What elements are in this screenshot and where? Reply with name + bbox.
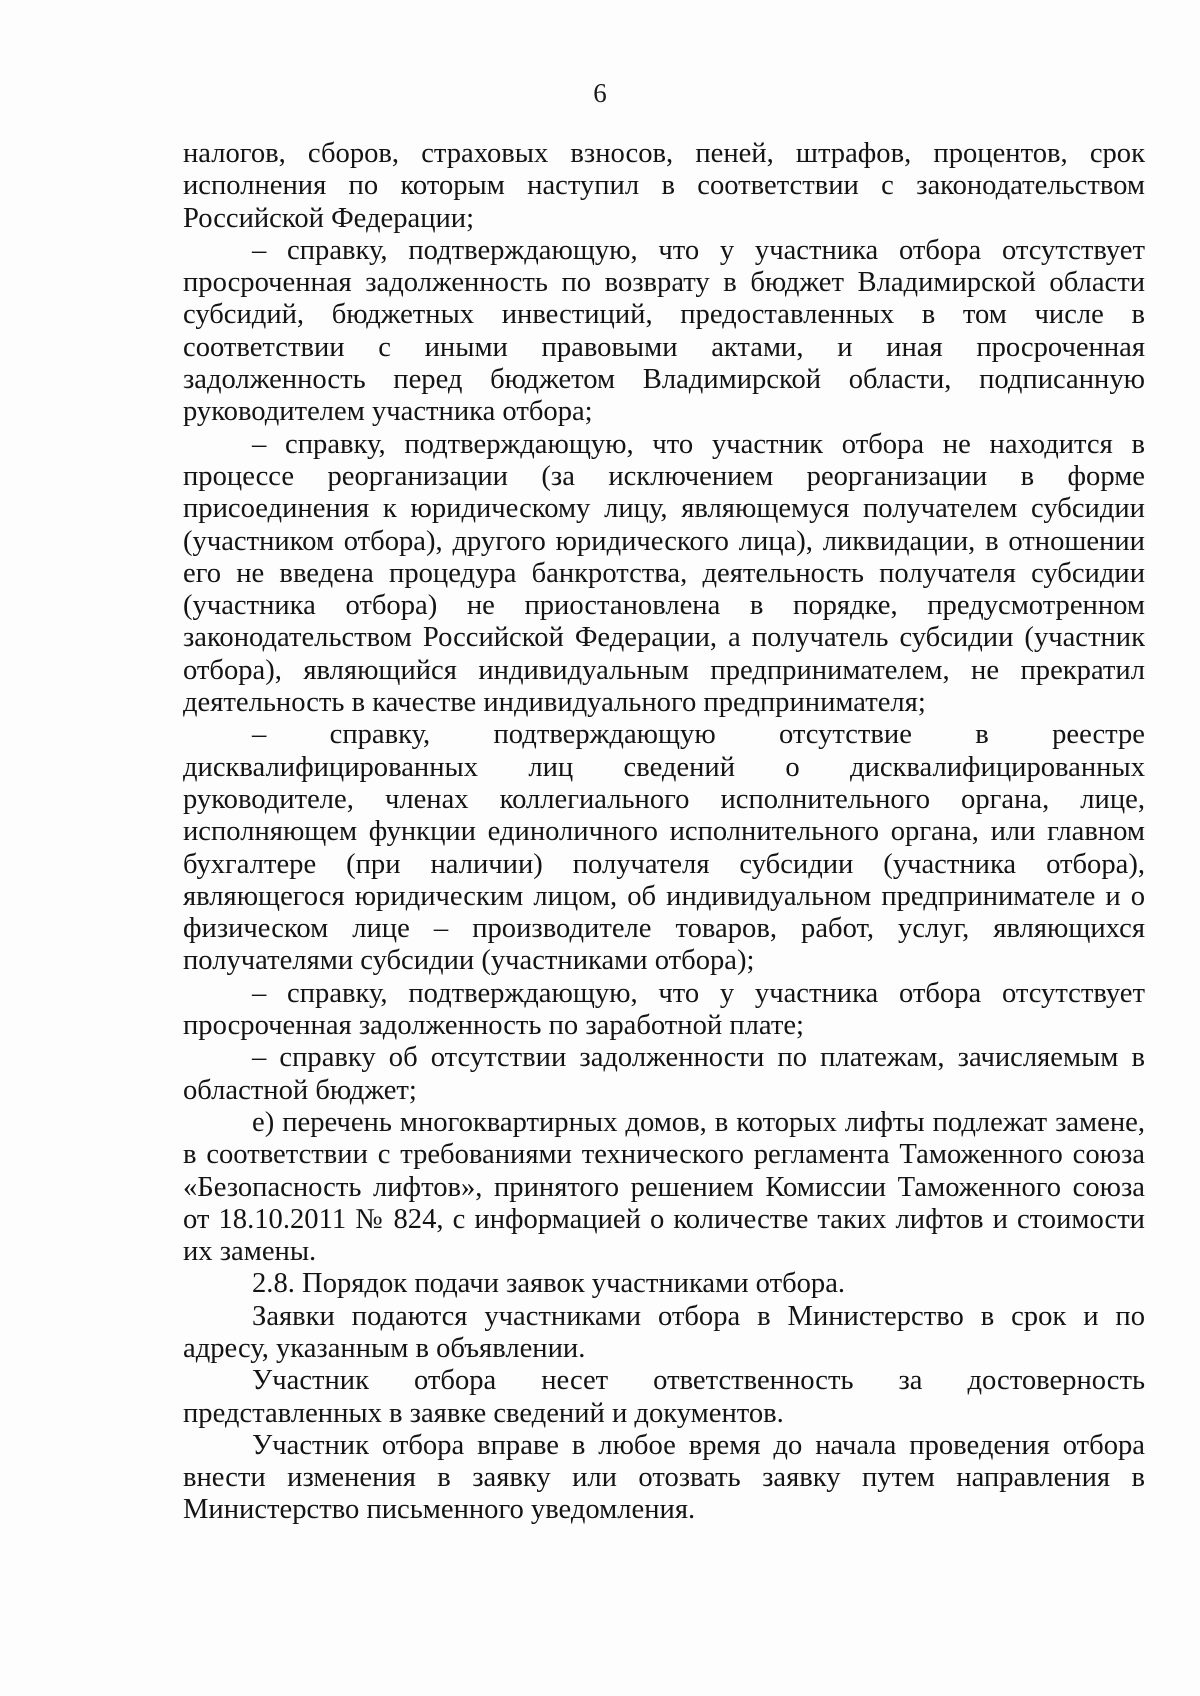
paragraph-disqualified-persons-certificate: – справку, подтверждающую отсутствие в реестре дисквалифицированных лиц сведений о дисквалифицированных руководителе, членах коллегиального исполнительного органа, лице, исполняющем функции единоличного исполнительного органа, или главном бухгалтере (при наличии) получателя субсидии (участника отбора), являющегося юридическим лицом, об индивидуальном предпринимателе и о физическом лице – производителе товаров, работ, услуг, являющихся получателями субсидии (участниками отбора); [183,719,1145,977]
paragraph-changes-withdrawal: Участник отбора вправе в любое время до начала проведения отбора внести изменения в заявку или отозвать заявку путем направления в Министерство письменного уведомления. [183,1429,1145,1526]
paragraph-reorganization-certificate: – справку, подтверждающую, что участник отбора не находится в процессе реорганизации (за исключением реорганизации в форме присоединения к юридическому лицу, являющемуся получателем субсидии (участником отбора), другого юридического лица), ликвидации, в отношении его не введена процедура банкротства, деятельность получателя субсидии (участника отбора) не приостановлена в порядке, предусмотренном законодательством Российской Федерации, а получатель субсидии (участник отбора), являющийся индивидуальным предпринимателем, не прекратил деятельность в качестве индивидуального предпринимателя; [183,428,1145,719]
paragraph-salary-debt-certificate: – справку, подтверждающую, что у участника отбора отсутствует просроченная задолженность по заработной плате; [183,977,1145,1042]
paragraph-payments-debt-certificate: – справку об отсутствии задолженности по платежам, зачисляемым в областной бюджет; [183,1042,1145,1106]
paragraph-debt-certificate: – справку, подтверждающую, что у участника отбора отсутствует просроченная задолженность по возврату в бюджет Владимирской области субсидий, бюджетных инвестиций, предоставленных в том числе в соответствии с иными правовыми актами, и иная просроченная задолженность перед бюджетом Владимирской области, подписанную руководителем участника отбора; [183,234,1145,428]
paragraph-continuation: налогов, сборов, страховых взносов, пеней, штрафов, процентов, срок исполнения по которым наступил в соответствии с законодательством Российской Федерации; [183,138,1145,234]
section-heading-2-8: 2.8. Порядок подачи заявок участниками отбора. [252,1268,846,1300]
paragraph-application-submission: Заявки подаются участниками отбора в Министерство в срок и по адресу, указанным в объявлении. [183,1300,1145,1364]
page-number: 6 [593,78,607,108]
paragraph-responsibility: Участник отбора несет ответственность за достоверность представленных в заявке сведений и документов. [183,1365,1145,1429]
document-body [183,138,1145,1527]
paragraph-elevator-list: е) перечень многоквартирных домов, в которых лифты подлежат замене, в соответствии с требованиями технического регламента Таможенного союза «Безопасность лифтов», принятого решением Комиссии Таможенного союза от 18.10.2011 № 824, с информацией о количестве таких лифтов и стоимости их замены. [183,1106,1145,1268]
